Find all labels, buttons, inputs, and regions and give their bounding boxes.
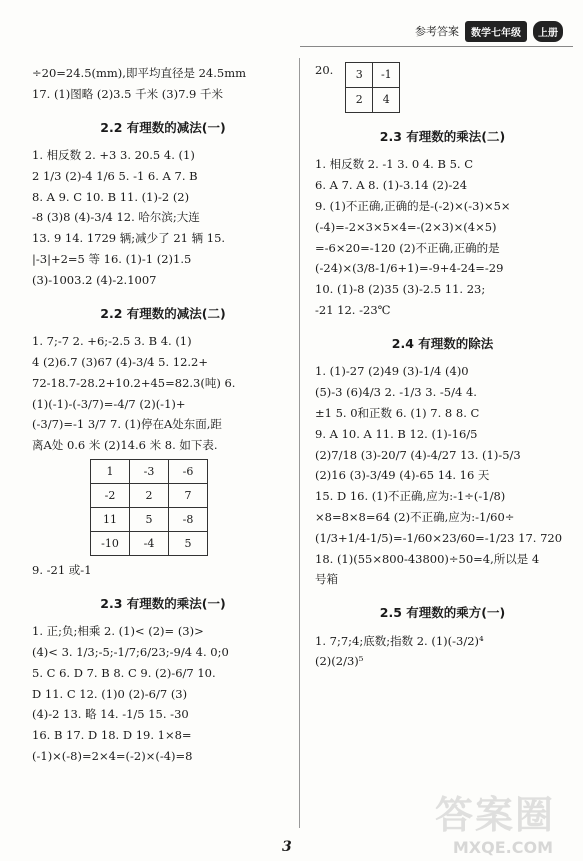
text-line: 15. D 16. (1)不正确,应为:-1÷(-1/8) xyxy=(315,489,506,504)
text-line: (1/3+1/4-1/5)=-1/60×23/60=-1/23 17. 720 xyxy=(315,530,563,545)
table-cell: 5 xyxy=(169,531,208,555)
header-volume-badge: 上册 xyxy=(533,21,563,42)
page-header xyxy=(415,18,563,44)
table-cell: 11 xyxy=(91,507,130,531)
text-line: 号箱 xyxy=(315,572,338,587)
text-line: ±1 5. 0和正数 6. (1) 7. 8 8. C xyxy=(315,405,480,420)
table-row xyxy=(91,531,208,555)
table-cell: -1 xyxy=(373,63,400,88)
text-line: 1. 相反数 2. +3 3. 20.5 4. (1) xyxy=(32,148,195,162)
watermark-logo: 答案圈 xyxy=(434,793,555,837)
text-line: (1)(-1)-(-3/7)=-4/7 (2)(-1)+ xyxy=(32,396,186,411)
section-title: 2.2 有理数的减法(一) xyxy=(100,119,226,135)
header-ref-label: 参考答案 xyxy=(415,25,459,38)
table-cell: 2 xyxy=(130,483,169,507)
left-column xyxy=(32,62,294,769)
text-line: (-4)=-2×3×5×4=-(2×3)×(4×5) xyxy=(315,219,497,234)
text-line: (4)< 3. 1/3;-5;-1/7;6/23;-9/4 4. 0;0 xyxy=(32,644,229,659)
text-line: 1. 7;7;4;底数;指数 2. (1)(-3/2)⁴ xyxy=(315,633,484,648)
section-title: 2.3 有理数的乘法(二) xyxy=(379,129,506,144)
section-title: 2.2 有理数的减法(二) xyxy=(100,305,226,321)
question-20 xyxy=(315,62,570,113)
text-line: 8. A 9. C 10. B 11. (1)-2 (2) xyxy=(32,189,190,204)
text-line: 1. 相反数 2. -1 3. 0 4. B 5. C xyxy=(315,157,474,172)
table-row xyxy=(346,63,400,88)
table-cell: 5 xyxy=(130,507,169,531)
header-rule xyxy=(300,46,573,47)
header-subject-badge: 数学七年级 xyxy=(465,21,527,42)
text-line: 10. (1)-8 (2)35 (3)-2.5 11. 23; xyxy=(315,282,486,297)
text-line: 9. -21 或-1 xyxy=(32,562,92,577)
text-line: ÷20=24.5(mm),即平均直径是 24.5mm xyxy=(32,66,247,80)
text-line: 离A处 0.6 米 (2)14.6 米 8. 如下表. xyxy=(32,438,218,453)
text-line: 16. B 17. D 18. D 19. 1×8= xyxy=(32,728,192,743)
right-column xyxy=(315,62,570,674)
section-title: 2.4 有理数的除法 xyxy=(391,335,494,351)
text-line: (-24)×(3/8-1/6+1)=-9+4-24=-29 xyxy=(315,261,504,276)
table-row xyxy=(91,459,208,483)
text-line: 72-18.7-28.2+10.2+45=82.3(吨) 6. xyxy=(32,375,236,390)
text-line: ×8=8×8=64 (2)不正确,应为:-1/60÷ xyxy=(315,509,515,524)
text-line: (3)-1003.2 (4)-2.1007 xyxy=(32,272,157,287)
text-line: 5. C 6. D 7. B 8. C 9. (2)-6/7 10. xyxy=(32,665,216,680)
question-label: 20. xyxy=(315,63,334,77)
text-line: (-3/7)=-1 3/7 7. (1)停在A处东面,距 xyxy=(32,417,222,432)
text-line: -8 (3)8 (4)-3/4 12. 哈尔滨;大连 xyxy=(32,210,200,225)
text-line: 6. A 7. A 8. (1)-3.14 (2)-24 xyxy=(315,178,468,193)
text-line: 4 (2)6.7 (3)67 (4)-3/4 5. 12.2+ xyxy=(32,354,208,369)
table-cell: 7 xyxy=(169,483,208,507)
text-line: (4)-2 13. 略 14. -1/5 15. -30 xyxy=(32,707,189,722)
table-cell: -3 xyxy=(130,459,169,483)
text-line: (2)(2/3)⁵ xyxy=(315,654,364,669)
table-row xyxy=(91,483,208,507)
page-number: 3 xyxy=(282,839,292,855)
text-line: =-6×20=-120 (2)不正确,正确的是 xyxy=(315,240,500,255)
text-line: 2 1/3 (2)-4 1/6 5. -1 6. A 7. B xyxy=(32,168,198,183)
small-grid xyxy=(345,62,400,113)
text-line: (5)-3 (6)4/3 2. -1/3 3. -5/4 4. xyxy=(315,385,477,400)
section-title: 2.3 有理数的乘法(一) xyxy=(100,595,226,611)
table-cell: -8 xyxy=(169,507,208,531)
section-title: 2.5 有理数的乘方(一) xyxy=(379,605,506,621)
table-cell: 3 xyxy=(346,63,373,88)
table-cell: -10 xyxy=(91,531,130,555)
table-cell: 4 xyxy=(373,88,400,113)
text-line: (2)16 (3)-3/49 (4)-65 14. 16 天 xyxy=(315,468,490,483)
table-row xyxy=(91,507,208,531)
watermark-url: MXQE.COM xyxy=(452,838,553,857)
text-line: -21 12. -23℃ xyxy=(315,303,391,318)
table-cell: -2 xyxy=(91,483,130,507)
column-divider xyxy=(299,58,300,828)
text-line: 13. 9 14. 1729 辆;减少了 21 辆 15. xyxy=(32,231,226,246)
text-line: 18. (1)(55×800-43800)÷50=4,所以是 4 xyxy=(315,551,540,566)
answer-table xyxy=(90,459,208,556)
text-line: D 11. C 12. (1)0 (2)-6/7 (3) xyxy=(32,686,188,701)
text-line: 17. (1)图略 (2)3.5 千米 (3)7.9 千米 xyxy=(32,86,224,101)
text-line: 9. A 10. A 11. B 12. (1)-16/5 xyxy=(315,426,478,441)
table-cell: 2 xyxy=(346,88,373,113)
text-line: 1. (1)-27 (2)49 (3)-1/4 (4)0 xyxy=(315,364,469,379)
text-line: (2)7/18 (3)-20/7 (4)-4/27 13. (1)-5/3 xyxy=(315,447,521,462)
text-line: 9. (1)不正确,正确的是-(-2)×(-3)×5× xyxy=(315,199,511,213)
table-row xyxy=(346,88,400,113)
table-cell: 1 xyxy=(91,459,130,483)
table-cell: -4 xyxy=(130,531,169,555)
text-line: 1. 7;-7 2. +6;-2.5 3. B 4. (1) xyxy=(32,334,192,349)
table-cell: -6 xyxy=(169,459,208,483)
text-line: |-3|+2=5 等 16. (1)-1 (2)1.5 xyxy=(32,252,192,267)
text-line: (-1)×(-8)=2×4=(-2)×(-4)=8 xyxy=(32,749,193,763)
text-line: 1. 正;负;相乘 2. (1)< (2)= (3)> xyxy=(32,624,204,639)
